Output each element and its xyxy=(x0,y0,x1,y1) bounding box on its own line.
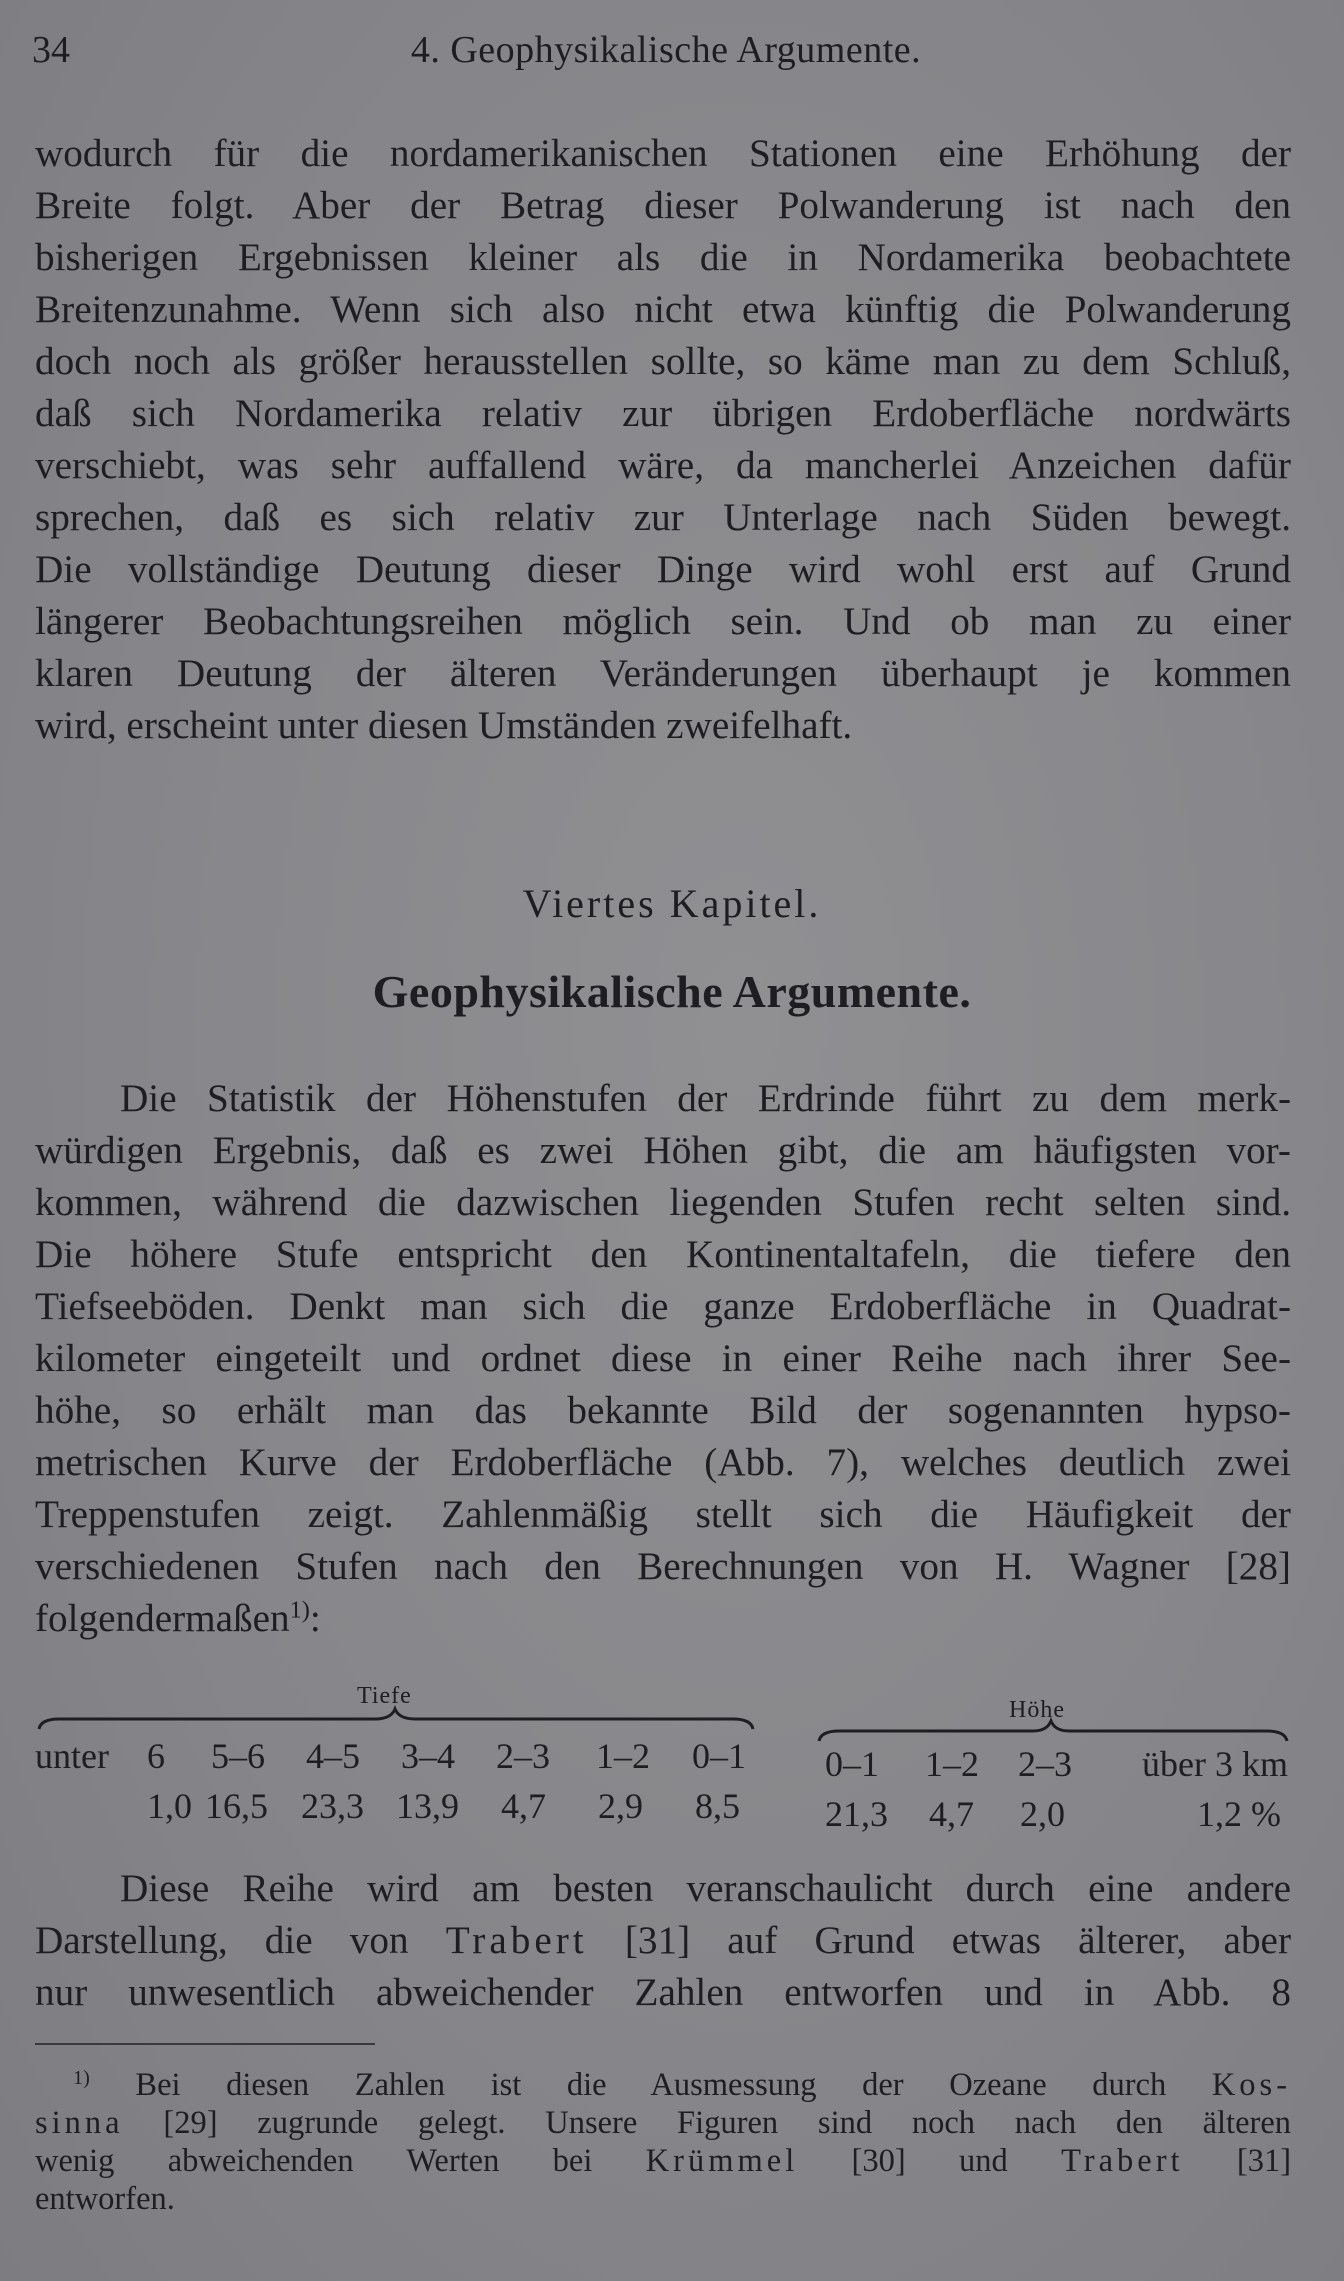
table-header-cell: 0–1 xyxy=(825,1744,879,1784)
text-line: verschiedenen Stufen nach den Berechnungen von H. Wagner [28] xyxy=(35,1545,1291,1588)
depth-value-row xyxy=(35,1785,775,1829)
text-line xyxy=(35,2104,1291,2142)
height-value-row xyxy=(825,1793,1295,1837)
author-name: Kos- xyxy=(1211,2067,1292,2103)
table-header-cell: unter xyxy=(35,1736,109,1776)
table-cell: 1,0 xyxy=(147,1786,192,1826)
author-name: Krümmel xyxy=(645,2143,799,2179)
table-header-cell: 1–2 xyxy=(925,1744,979,1784)
table-cell: 4,7 xyxy=(929,1794,974,1834)
text-line: Die vollständige Deutung dieser Dinge wird wohl erst auf Grund xyxy=(35,548,1291,591)
table-header-cell: 0–1 xyxy=(692,1736,746,1776)
table-cell: 16,5 xyxy=(205,1786,268,1826)
text-line: doch noch als größer herausstellen sollte, so käme man zu dem Schluß, xyxy=(35,340,1291,383)
text-line: wird, erscheint unter diesen Umständen zweifelhaft. xyxy=(35,704,853,747)
text-line: bisherigen Ergebnissen kleiner als die in Nordamerika beobachtete xyxy=(35,236,1291,279)
text-fragment: wenig abweichenden Werten bei xyxy=(35,2143,593,2179)
footnote-mark: 1) xyxy=(289,1596,310,1624)
table-cell: 13,9 xyxy=(396,1786,459,1826)
chapter-label: Viertes Kapitel. xyxy=(522,881,822,926)
depth-label: Tiefe xyxy=(357,1683,412,1709)
text-line: daß sich Nordamerika relativ zur übrigen Erdoberfläche nordwärts xyxy=(35,392,1291,435)
text-line xyxy=(35,2066,1291,2104)
height-label: Höhe xyxy=(1009,1697,1065,1723)
table-header-cell: 2–3 xyxy=(1018,1744,1072,1784)
text-line: nur unwesentlich abweichender Zahlen entworfen und in Abb. 8 xyxy=(35,1971,1291,2014)
text-fragment: [31] xyxy=(1236,2143,1292,2179)
author-name: Trabert xyxy=(1061,2143,1184,2179)
paragraph-trabert xyxy=(35,1863,1291,2019)
text-fragment: Bei diesen Zahlen ist die Ausmessung der Ozeane durch xyxy=(135,2067,1167,2103)
paragraph-statistics xyxy=(35,1073,1291,1645)
text-line: Die höhere Stufe entspricht den Kontinentaltafeln, die tiefere den xyxy=(35,1233,1291,1276)
text-line: metrischen Kurve der Erdoberfläche (Abb. 7), welches deutlich zwei xyxy=(35,1441,1291,1484)
text-line: Die Statistik der Höhenstufen der Erdrinde führt zu dem merk- xyxy=(120,1077,1291,1120)
text-fragment: [31] auf Grund etwas älterer, aber xyxy=(624,1919,1291,1962)
table-cell: 2,0 xyxy=(1020,1794,1065,1834)
text-line: längerer Beobachtungsreihen möglich sein. Und ob man zu einer xyxy=(35,600,1291,643)
footnote xyxy=(35,2066,1291,2218)
text-line: klaren Deutung der älteren Veränderungen überhaupt je kommen xyxy=(35,652,1291,695)
table-header-cell: 6 xyxy=(147,1736,165,1776)
text-line xyxy=(35,2142,1291,2180)
text-line: Treppenstufen zeigt. Zahlenmäßig stellt sich die Häufigkeit der xyxy=(35,1493,1291,1536)
table-cell: 8,5 xyxy=(695,1786,740,1826)
text-line: entworfen. xyxy=(35,2181,175,2217)
depth-brace xyxy=(35,1705,755,1731)
text-line: verschiebt, was sehr auffallend wäre, da mancherlei Anzeichen dafür xyxy=(35,444,1291,487)
footnote-mark: 1) xyxy=(73,2066,90,2089)
depth-header-row xyxy=(35,1735,775,1779)
table-cell: 23,3 xyxy=(301,1786,364,1826)
text-line: sprechen, daß es sich relativ zur Unterlage nach Süden bewegt. xyxy=(35,496,1291,539)
table-cell: 21,3 xyxy=(825,1794,888,1834)
text-line: kilometer eingeteilt und ordnet diese in einer Reihe nach ihrer See- xyxy=(35,1337,1291,1380)
text-line: höhe, so erhält man das bekannte Bild der sogenannten hypso- xyxy=(35,1389,1291,1432)
text-line: wodurch für die nordamerikanischen Stationen eine Erhöhung der xyxy=(35,132,1291,175)
author-name: Trabert xyxy=(445,1919,588,1962)
chapter-title: Geophysikalische Argumente. xyxy=(372,966,972,1017)
table-header-cell: 2–3 xyxy=(496,1736,550,1776)
height-brace xyxy=(815,1717,1291,1743)
table-header-cell: 5–6 xyxy=(211,1736,265,1776)
text-line xyxy=(35,1915,1291,1967)
table-header-cell: 3–4 xyxy=(401,1736,455,1776)
text-line: Diese Reihe wird am besten veranschaulicht durch eine andere xyxy=(120,1867,1291,1910)
text-line: Tiefseeböden. Denkt man sich die ganze Erdoberfläche in Quadrat- xyxy=(35,1285,1291,1328)
author-name: sinna xyxy=(35,2105,124,2141)
table-header-cell: 1–2 xyxy=(596,1736,650,1776)
text-line xyxy=(35,1593,1291,1645)
text-line: Breite folgt. Aber der Betrag dieser Polwanderung ist nach den xyxy=(35,184,1291,227)
table-header-cell: über 3 km xyxy=(1142,1744,1288,1784)
table-cell: 1,2 % xyxy=(1197,1794,1281,1834)
text-line: Breitenzunahme. Wenn sich also nicht etwa künftig die Polwanderung xyxy=(35,288,1291,331)
table-cell: 4,7 xyxy=(501,1786,546,1826)
footnote-divider xyxy=(35,2043,375,2045)
page-header xyxy=(32,28,1300,80)
text-fragment: [30] und xyxy=(851,2143,1008,2179)
table-header-cell: 4–5 xyxy=(306,1736,360,1776)
table-cell: 2,9 xyxy=(598,1786,643,1826)
page-number: 34 xyxy=(32,29,70,71)
text-fragment: : xyxy=(309,1597,321,1640)
running-title: 4. Geophysikalische Argumente. xyxy=(410,29,922,71)
paragraph-continued xyxy=(35,128,1291,752)
text-line: würdigen Ergebnis, daß es zwei Höhen gibt, die am häufigsten vor- xyxy=(35,1129,1291,1172)
text-fragment: [29] zugrunde gelegt. Unsere Figuren sind noch nach den älteren xyxy=(163,2105,1292,2141)
text-fragment: folgendermaßen xyxy=(35,1597,290,1640)
height-header-row xyxy=(825,1743,1295,1787)
text-fragment: Darstellung, die von xyxy=(35,1919,409,1962)
text-line: kommen, während die dazwischen liegenden Stufen recht selten sind. xyxy=(35,1181,1291,1224)
height-statistics-table xyxy=(35,1683,1291,1843)
